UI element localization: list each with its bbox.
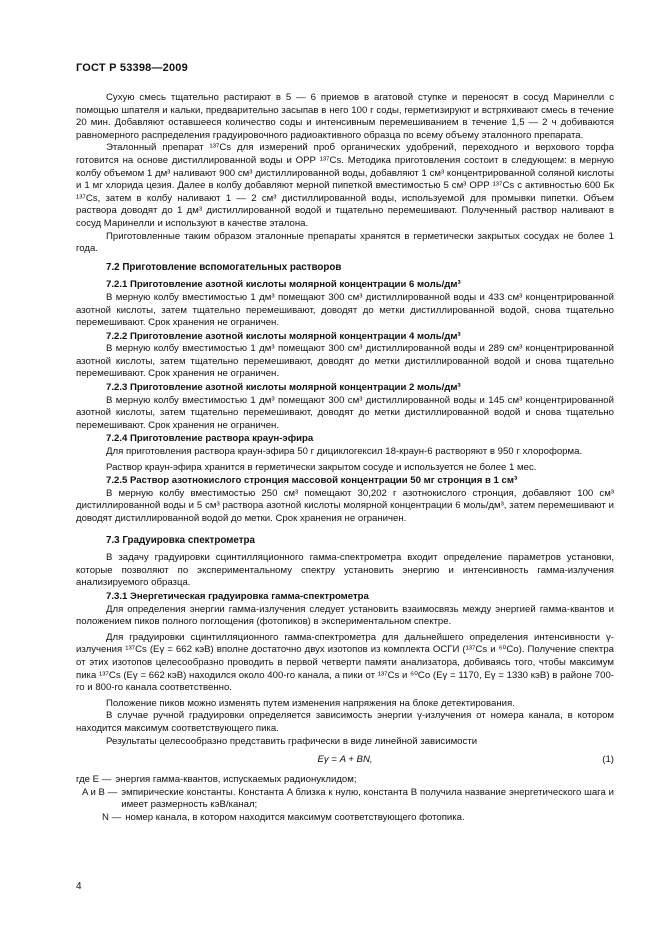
paragraph: Эталонный препарат ¹³⁷Cs для измерений проб органических удобрений, переходного и верхового торфа готовится на основе дистиллированной воды и ОРР ¹³⁷Cs. Методика приготовления состоит в следующем: в мерную колбу объемом 1 дм³ наливают 900 см³ дистиллированной воды, добавляют 1 см³ концентрированной соляной кислоты и 1 мг хлорида цезия. Далее в колбу добавляют мерной пипеткой вместимостью 5 см³ ОРР ¹³⁷Cs с активностью 600 Бк ¹³⁷Cs, затем в колбу наливают 1 — 2 см³ дистиллированной воды, используемой для промывки пипетки. Объем раствора доводят до 1 дм³ дистиллированной водой и тщательно перемешивают. Полученный раствор наливают в сосуд Маринелли и используют в качестве эталона. — [76, 142, 614, 229]
definition-text: номер канала, в котором находится максимум соответствующего фотопика. — [125, 811, 465, 823]
paragraph: В мерную колбу вместимостью 250 см³ помещают 30,202 г азотнокислого стронция, добавляют 100 см³ дистиллированной воды и 5 см³ раствора азотной кислоты молярной концентрации 6 моль/дм³, затем перемешивают и доводят дистиллированной водой до метки. Срок хранения не ограничен. — [76, 487, 614, 524]
paragraph: В задачу градуировки сцинтилляционного гамма-спектрометра входит определение параметров установки, которые позволяют по экспериментальному спектру установить энергию и интенсивность гамма-излучения анализируемого образца. — [76, 552, 614, 589]
document-body — [76, 92, 614, 824]
paragraph: Для градуировки сцинтилляционного гамма-спектрометра для дальнейшего определения интенсивности γ-излучения ¹³⁷Cs (Eγ = 662 кэВ) вполне достаточно двух изотопов из комплекта ОСГИ (¹³⁷Cs и ⁶⁰Co). Получение спектра от этих изотопов целесообразно проводить в первой четверти памяти анализатора, добиваясь того, чтобы максимум пика ¹³⁷Cs (Eγ = 662 кэВ) находился около 400-го канала, а пики от ¹³⁷Cs и ⁶⁰Co (Eγ = 1170, Eγ = 1330 кэВ) в районе 700-го и 800-го канала соответственно. — [76, 631, 615, 694]
definition-item — [76, 774, 614, 787]
section-heading-7-2: 7.2 Приготовление вспомогательных растворов — [106, 261, 342, 273]
definition-item — [76, 812, 614, 825]
definition-term: A и B — — [82, 786, 118, 798]
paragraph: Положение пиков можно изменять путем изменения напряжения на блоке детектирования. — [106, 697, 515, 709]
formula-1 — [76, 754, 614, 770]
subsection-heading-7-2-4: 7.2.4 Приготовление раствора краун-эфира — [106, 433, 314, 445]
paragraph: Для определения энергии гамма-излучения следует установить взаимосвязь между энергией гамма-квантов и положением пиков полного поглощения (фотопиков) в экспериментальном спектре. — [76, 603, 614, 628]
subsection-heading-7-3-1: 7.3.1 Энергетическая градуировка гамма-спектрометра — [106, 590, 369, 602]
definition-text: энергия гамма-квантов, испускаемых радионуклидом; — [115, 774, 357, 786]
paragraph: Результаты целесообразно представить графически в виде линейной зависимости — [106, 735, 478, 747]
paragraph: Приготовленные таким образом эталонные препараты хранятся в герметически закрытых сосудах не более 1 года. — [76, 230, 614, 255]
definition-term: где E — — [76, 774, 112, 786]
paragraph: В мерную колбу вместимостью 1 дм³ помещают 300 см³ дистиллированной воды и 433 см³ концентрированной азотной кислоты, затем тщательно перемешивают, доводят до метки дистиллированной водой, снова тщательно перемешивают. Срок хранения не ограничен. — [76, 291, 614, 329]
section-heading-7-3: 7.3 Градуировка спектрометра — [106, 534, 255, 546]
subsection-heading-7-2-5: 7.2.5 Раствор азотнокислого стронция массовой концентрации 50 мг стронция в 1 см³ — [106, 475, 518, 487]
definition-item — [76, 787, 614, 812]
subsection-heading-7-2-1: 7.2.1 Приготовление азотной кислоты молярной концентрации 6 моль/дм³ — [106, 279, 461, 291]
subsection-heading-7-2-3: 7.2.3 Приготовление азотной кислоты молярной концентрации 2 моль/дм³ — [106, 382, 461, 394]
paragraph: В мерную колбу вместимостью 1 дм³ помещают 300 см³ дистиллированной воды и 289 см³ концентрированной азотной кислоты, затем тщательно перемешивают, доводят до метки дистиллированной водой и снова тщательно перемешивают. Срок хранения не ограничен. — [76, 343, 614, 380]
standard-header: ГОСТ Р 53398—2009 — [76, 62, 188, 74]
paragraph: Раствор краун-эфира хранится в герметически закрытом сосуде и используется не более 1 мес. — [106, 461, 537, 473]
paragraph: Для приготовления раствора краун-эфира 50 г дициклогексил 18-краун-6 растворяют в 950 г хлороформа. — [106, 446, 583, 458]
definitions-list — [76, 774, 614, 824]
definition-term: N — — [102, 811, 122, 823]
definition-text: эмпирические константы. Константа A близка к нулю, константа B получила название энергетического шага и имеет размерность кэВ/канал; — [121, 786, 614, 811]
formula-number: (1) — [602, 754, 614, 766]
paragraph: Сухую смесь тщательно растирают в 5 — 6 приемов в агатовой ступке и переносят в сосуд Маринелли с помощью шпателя и кальки, предварительно засыпав в него 100 г соды, герметизируют и встряхивают смесь в течение 20 мин. Добавляют оставшееся количество соды и интенсивным перемешиванием в течение 1,5 — 2 ч добиваются равномерного распределения градуировочного радиоактивного образца по всему объему эталонного препарата. — [76, 92, 614, 141]
page-number: 4 — [76, 881, 82, 892]
subsection-heading-7-2-2: 7.2.2 Приготовление азотной кислоты молярной концентрации 4 моль/дм³ — [106, 330, 461, 342]
paragraph: В случае ручной градуировки определяется зависимость энергии γ-излучения от номера канала, в котором находится максимум соответствующего пика. — [76, 710, 614, 734]
paragraph: В мерную колбу вместимостью 1 дм³ помещают 300 см³ дистиллированной воды и 145 см³ концентрированной азотной кислоты, затем тщательно перемешивают, доводят до метки дистиллированной водой и снова тщательно перемешивают. Срок хранения не ограничен. — [76, 394, 614, 431]
formula-expression: Eγ = A + BN, — [317, 754, 373, 766]
